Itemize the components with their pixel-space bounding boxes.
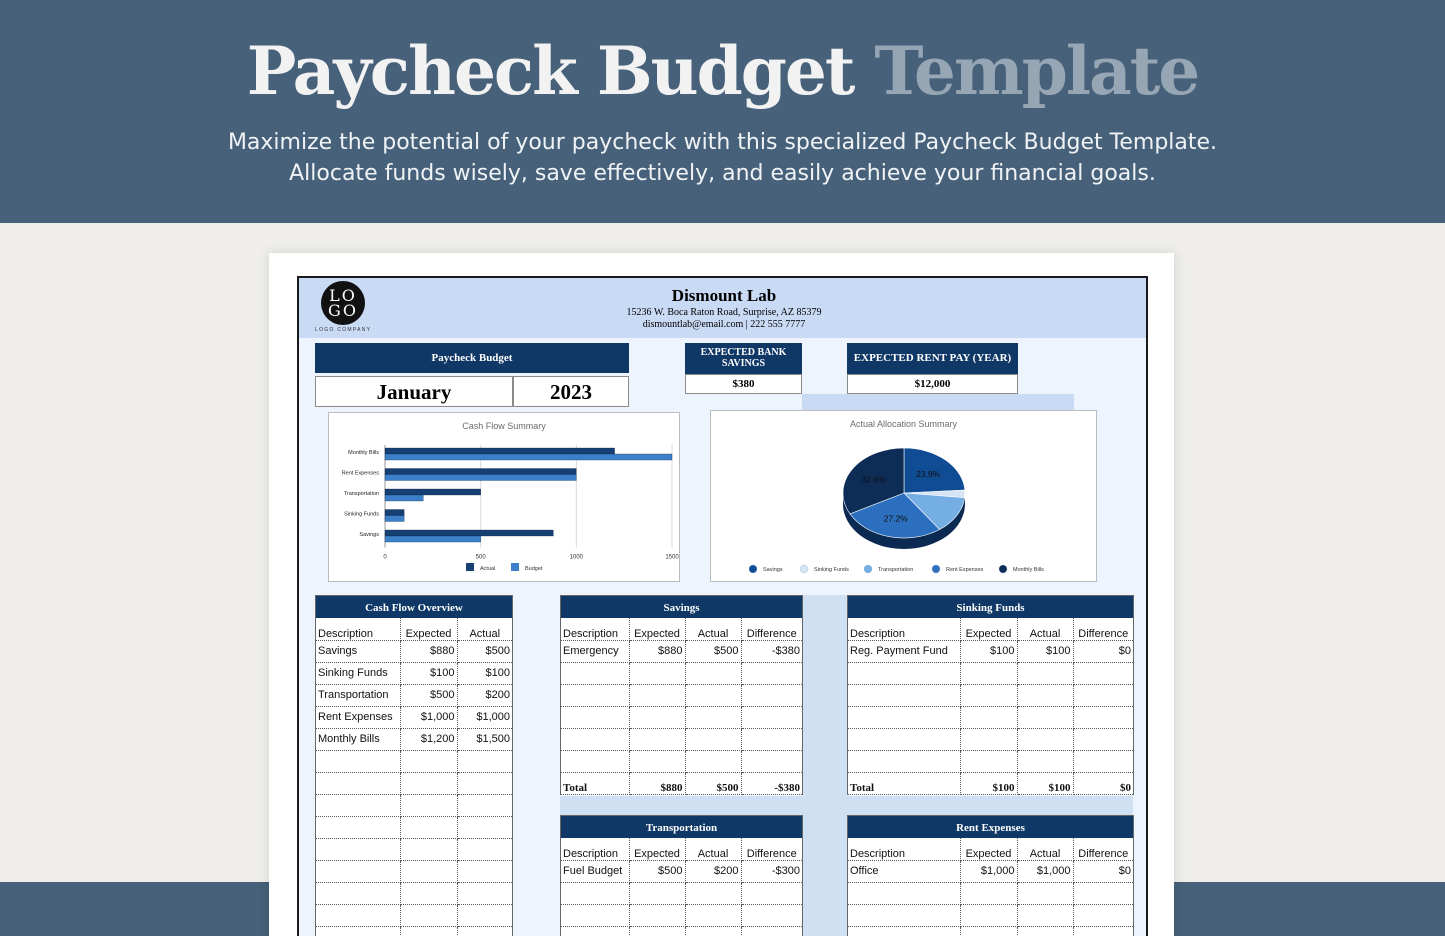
table-cell[interactable]: Sinking Funds xyxy=(316,662,400,684)
cash-flow-overview-table xyxy=(315,595,513,936)
legend-marker xyxy=(749,565,757,573)
table-row xyxy=(316,662,512,684)
sinking-funds-grid xyxy=(848,618,1133,795)
column-header[interactable]: Description xyxy=(848,618,960,640)
bar xyxy=(385,475,576,481)
rent-expenses-grid xyxy=(848,838,1133,936)
allocation-chart xyxy=(710,410,1097,582)
hero-title-light: Template xyxy=(874,32,1199,110)
table-cell[interactable]: Monthly Bills xyxy=(316,728,400,750)
table-cell[interactable] xyxy=(457,926,512,936)
column-header[interactable]: Description xyxy=(561,838,629,860)
company-address: 15236 W. Boca Raton Road, Surprise, AZ 85379 xyxy=(626,307,822,318)
table-cell[interactable]: Fuel Budget xyxy=(561,860,629,882)
table-cell[interactable] xyxy=(457,882,512,904)
table-cell[interactable]: Office xyxy=(848,860,960,882)
table-cell[interactable]: $500 xyxy=(685,640,741,662)
legend-marker xyxy=(932,565,940,573)
table-cell[interactable]: $1,000 xyxy=(400,706,457,728)
column-header[interactable]: Difference xyxy=(741,838,802,860)
table-cell[interactable] xyxy=(400,838,457,860)
table-cell[interactable] xyxy=(848,904,960,926)
chart-title: Actual Allocation Summary xyxy=(849,419,958,429)
table-cell[interactable]: $880 xyxy=(400,640,457,662)
table-cell[interactable]: $0 xyxy=(1073,640,1133,662)
table-header-row xyxy=(561,618,802,640)
total-cell[interactable]: Total xyxy=(848,772,960,794)
legend-label: Transportation xyxy=(878,567,914,573)
table-cell[interactable] xyxy=(1017,750,1073,772)
legend-label: Budget xyxy=(525,566,543,572)
table-cell[interactable] xyxy=(561,728,629,750)
transportation-table xyxy=(560,815,803,936)
table-cell[interactable]: $0 xyxy=(1073,860,1133,882)
table-row xyxy=(848,750,1133,772)
company-name: Dismount Lab xyxy=(671,286,777,305)
table-cell[interactable] xyxy=(685,662,741,684)
table-cell[interactable] xyxy=(1017,662,1073,684)
cash-flow-overview-title: Cash Flow Overview xyxy=(316,596,512,618)
bar xyxy=(385,469,576,475)
table-cell[interactable] xyxy=(741,882,802,904)
legend-label: Rent Expenses xyxy=(946,567,984,573)
table-cell[interactable] xyxy=(400,816,457,838)
table-row xyxy=(848,640,1133,662)
y-tick-label: Transportation xyxy=(343,491,379,497)
hero-title xyxy=(0,32,1445,110)
table-cell[interactable] xyxy=(1017,684,1073,706)
table-cell[interactable] xyxy=(960,706,1017,728)
x-tick-label: 500 xyxy=(475,554,486,561)
table-cell[interactable] xyxy=(629,684,685,706)
table-cell[interactable] xyxy=(316,904,400,926)
total-cell[interactable]: $880 xyxy=(629,772,685,794)
accent-strip xyxy=(802,394,1074,410)
table-cell[interactable] xyxy=(629,904,685,926)
legend-marker xyxy=(800,565,808,573)
table-cell[interactable] xyxy=(561,904,629,926)
table-cell[interactable] xyxy=(960,926,1017,936)
total-cell[interactable]: $100 xyxy=(960,772,1017,794)
company-header xyxy=(299,278,1146,338)
x-tick-label: 0 xyxy=(383,554,387,561)
paycheck-budget-heading: Paycheck Budget xyxy=(315,343,629,373)
table-header-row xyxy=(848,618,1133,640)
column-header[interactable]: Difference xyxy=(1073,618,1133,640)
table-row xyxy=(316,860,512,882)
column-header[interactable]: Expected xyxy=(629,618,685,640)
rent-expenses-table xyxy=(847,815,1134,936)
table-cell[interactable]: Reg. Payment Fund xyxy=(848,640,960,662)
total-row xyxy=(561,772,802,794)
table-row xyxy=(848,684,1133,706)
table-row xyxy=(561,684,802,706)
sinking-funds-title: Sinking Funds xyxy=(848,596,1133,618)
table-cell[interactable]: -$380 xyxy=(741,640,802,662)
total-cell[interactable]: -$380 xyxy=(741,772,802,794)
total-cell[interactable]: Total xyxy=(561,772,629,794)
table-cell[interactable] xyxy=(561,662,629,684)
budget-sheet xyxy=(297,276,1148,936)
table-cell[interactable] xyxy=(960,728,1017,750)
table-cell[interactable] xyxy=(685,926,741,936)
data-label: 32.6% xyxy=(861,474,886,485)
column-separator xyxy=(803,595,847,936)
table-cell[interactable] xyxy=(400,904,457,926)
table-cell[interactable] xyxy=(316,926,400,936)
table-row xyxy=(561,860,802,882)
table-cell[interactable] xyxy=(1017,926,1073,936)
table-cell[interactable] xyxy=(629,750,685,772)
table-cell[interactable]: $100 xyxy=(1017,640,1073,662)
table-cell[interactable]: $1,000 xyxy=(1017,860,1073,882)
table-cell[interactable]: $500 xyxy=(400,684,457,706)
table-cell[interactable]: $100 xyxy=(400,662,457,684)
table-cell[interactable] xyxy=(400,750,457,772)
table-row xyxy=(848,728,1133,750)
legend-label: Sinking Funds xyxy=(814,567,849,573)
x-tick-label: 1000 xyxy=(569,554,584,561)
bar xyxy=(385,530,553,536)
table-row xyxy=(848,706,1133,728)
month-cell[interactable]: January xyxy=(315,376,513,407)
table-cell[interactable] xyxy=(316,838,400,860)
table-cell[interactable] xyxy=(400,794,457,816)
table-row xyxy=(316,772,512,794)
savings-grid xyxy=(561,618,802,795)
total-cell[interactable]: $100 xyxy=(1017,772,1073,794)
table-row xyxy=(316,904,512,926)
table-cell[interactable]: $100 xyxy=(457,662,512,684)
table-cell[interactable] xyxy=(848,882,960,904)
table-row xyxy=(561,904,802,926)
sinking-funds-table xyxy=(847,595,1134,795)
table-cell[interactable] xyxy=(741,706,802,728)
legend-swatch xyxy=(466,563,474,571)
column-header[interactable]: Expected xyxy=(960,838,1017,860)
table-cell[interactable] xyxy=(629,706,685,728)
table-row xyxy=(316,706,512,728)
table-cell[interactable] xyxy=(400,860,457,882)
expected-bank-savings-value: $380 xyxy=(685,374,802,394)
data-label: 27.2% xyxy=(883,513,908,524)
rent-expenses-title: Rent Expenses xyxy=(848,816,1133,838)
cash-flow-chart-svg xyxy=(329,413,679,581)
table-row xyxy=(561,926,802,936)
table-row xyxy=(848,860,1133,882)
table-cell[interactable]: $500 xyxy=(457,640,512,662)
table-cell[interactable] xyxy=(741,662,802,684)
table-cell[interactable] xyxy=(685,684,741,706)
table-row xyxy=(316,640,512,662)
legend-swatch xyxy=(511,563,519,571)
hero-subtitle-2: Allocate funds wisely, save effectively, and easily achieve your financial goals. xyxy=(289,161,1156,186)
table-cell[interactable] xyxy=(457,816,512,838)
column-header[interactable]: Expected xyxy=(629,838,685,860)
table-cell[interactable] xyxy=(685,904,741,926)
savings-table xyxy=(560,595,803,795)
column-header[interactable]: Description xyxy=(561,618,629,640)
table-cell[interactable] xyxy=(1017,882,1073,904)
table-cell[interactable] xyxy=(629,728,685,750)
table-row xyxy=(848,882,1133,904)
logo-caption: LOGO COMPANY xyxy=(315,327,372,333)
table-cell[interactable] xyxy=(960,882,1017,904)
table-cell[interactable]: $100 xyxy=(960,640,1017,662)
column-header[interactable]: Actual xyxy=(685,618,741,640)
column-header[interactable]: Expected xyxy=(960,618,1017,640)
x-tick-label: 1500 xyxy=(665,554,679,561)
table-cell[interactable] xyxy=(685,882,741,904)
table-cell[interactable] xyxy=(960,684,1017,706)
table-cell[interactable] xyxy=(1073,926,1133,936)
column-header[interactable]: Actual xyxy=(685,838,741,860)
table-row xyxy=(316,750,512,772)
table-row xyxy=(316,816,512,838)
table-cell[interactable] xyxy=(741,728,802,750)
column-header[interactable]: Actual xyxy=(1017,618,1073,640)
savings-title: Savings xyxy=(561,596,802,618)
legend-label: Savings xyxy=(763,567,783,573)
table-cell[interactable] xyxy=(741,684,802,706)
table-cell[interactable]: $1,000 xyxy=(960,860,1017,882)
bar xyxy=(385,510,404,516)
table-cell[interactable] xyxy=(629,662,685,684)
bar xyxy=(385,454,672,460)
bar xyxy=(385,448,615,454)
table-cell[interactable] xyxy=(457,904,512,926)
allocation-chart-svg xyxy=(711,411,1096,581)
table-cell[interactable] xyxy=(685,750,741,772)
table-row xyxy=(316,926,512,936)
transportation-title: Transportation xyxy=(561,816,802,838)
table-cell[interactable] xyxy=(848,728,960,750)
table-cell[interactable] xyxy=(561,684,629,706)
table-row xyxy=(316,794,512,816)
table-cell[interactable] xyxy=(561,926,629,936)
column-header[interactable]: Difference xyxy=(741,618,802,640)
hero-title-main: Paycheck Budget xyxy=(246,32,854,110)
table-cell[interactable] xyxy=(1017,728,1073,750)
table-cell[interactable] xyxy=(1073,728,1133,750)
total-cell[interactable]: $500 xyxy=(685,772,741,794)
bar xyxy=(385,489,481,495)
table-cell[interactable] xyxy=(848,684,960,706)
table-row xyxy=(316,728,512,750)
table-row xyxy=(848,904,1133,926)
table-cell[interactable] xyxy=(1073,684,1133,706)
year-cell[interactable]: 2023 xyxy=(513,376,629,407)
table-cell[interactable] xyxy=(400,772,457,794)
legend-marker xyxy=(999,565,1007,573)
table-cell[interactable] xyxy=(1073,706,1133,728)
table-cell[interactable] xyxy=(1073,750,1133,772)
table-cell[interactable] xyxy=(561,882,629,904)
table-row xyxy=(848,662,1133,684)
legend-label: Actual xyxy=(480,566,496,572)
table-cell[interactable]: $200 xyxy=(685,860,741,882)
y-tick-label: Rent Expenses xyxy=(341,470,379,477)
table-row xyxy=(561,662,802,684)
transportation-grid xyxy=(561,838,802,936)
y-tick-label: Monthly Bills xyxy=(348,450,379,456)
table-cell[interactable] xyxy=(457,750,512,772)
table-cell[interactable] xyxy=(1017,706,1073,728)
column-header[interactable]: Actual xyxy=(1017,838,1073,860)
expected-rent-pay-value: $12,000 xyxy=(847,374,1018,394)
table-cell[interactable] xyxy=(960,904,1017,926)
table-cell[interactable] xyxy=(457,794,512,816)
table-cell[interactable] xyxy=(316,750,400,772)
table-cell[interactable] xyxy=(848,662,960,684)
table-cell[interactable]: $200 xyxy=(457,684,512,706)
logo-icon: LO GO xyxy=(321,281,365,325)
table-cell[interactable]: Rent Expenses xyxy=(316,706,400,728)
column-header[interactable]: Description xyxy=(316,618,400,640)
row-separator xyxy=(560,796,1133,816)
legend-marker xyxy=(864,565,872,573)
table-header-row xyxy=(561,838,802,860)
table-cell[interactable] xyxy=(629,926,685,936)
total-row xyxy=(848,772,1133,794)
bar xyxy=(385,536,481,542)
table-cell[interactable] xyxy=(561,750,629,772)
table-row xyxy=(561,640,802,662)
table-cell[interactable] xyxy=(316,860,400,882)
table-cell[interactable] xyxy=(316,794,400,816)
hero-banner xyxy=(0,0,1445,223)
table-cell[interactable]: -$300 xyxy=(741,860,802,882)
table-cell[interactable] xyxy=(741,904,802,926)
table-cell[interactable] xyxy=(316,816,400,838)
cash-flow-chart xyxy=(328,412,680,582)
table-header-row xyxy=(316,618,512,640)
table-cell[interactable] xyxy=(685,728,741,750)
table-cell[interactable]: $880 xyxy=(629,640,685,662)
y-tick-label: Sinking Funds xyxy=(344,511,379,518)
table-cell[interactable]: $1,500 xyxy=(457,728,512,750)
table-cell[interactable] xyxy=(629,882,685,904)
table-cell[interactable]: $500 xyxy=(629,860,685,882)
column-header[interactable]: Actual xyxy=(457,618,512,640)
table-cell[interactable] xyxy=(741,926,802,936)
table-cell[interactable]: Savings xyxy=(316,640,400,662)
table-cell[interactable]: $1,000 xyxy=(457,706,512,728)
table-row xyxy=(848,926,1133,936)
table-cell[interactable] xyxy=(960,750,1017,772)
column-header[interactable]: Description xyxy=(848,838,960,860)
column-header[interactable]: Difference xyxy=(1073,838,1133,860)
table-cell[interactable] xyxy=(400,882,457,904)
table-row xyxy=(561,706,802,728)
table-cell[interactable] xyxy=(685,706,741,728)
table-cell[interactable] xyxy=(316,772,400,794)
bar xyxy=(385,516,404,522)
table-row xyxy=(316,684,512,706)
legend-label: Monthly Bills xyxy=(1013,567,1044,573)
table-cell[interactable] xyxy=(400,926,457,936)
table-row xyxy=(561,882,802,904)
column-header[interactable]: Expected xyxy=(400,618,457,640)
expected-bank-savings-label: EXPECTED BANK SAVINGS xyxy=(685,343,802,374)
table-cell[interactable] xyxy=(316,882,400,904)
bar xyxy=(385,495,423,501)
data-label: 23.9% xyxy=(916,468,941,479)
table-cell[interactable] xyxy=(1073,904,1133,926)
table-cell[interactable] xyxy=(1073,882,1133,904)
table-cell[interactable] xyxy=(741,750,802,772)
table-cell[interactable]: $1,200 xyxy=(400,728,457,750)
table-cell[interactable]: Emergency xyxy=(561,640,629,662)
chart-title: Cash Flow Summary xyxy=(462,421,546,431)
cash-flow-grid xyxy=(316,618,512,936)
table-row xyxy=(561,750,802,772)
table-row xyxy=(316,838,512,860)
table-cell[interactable] xyxy=(457,860,512,882)
table-cell[interactable] xyxy=(1073,662,1133,684)
table-cell[interactable] xyxy=(848,750,960,772)
expected-rent-pay-label: EXPECTED RENT PAY (YEAR) xyxy=(847,343,1018,374)
table-row xyxy=(316,882,512,904)
table-cell[interactable] xyxy=(848,926,960,936)
table-cell[interactable] xyxy=(848,706,960,728)
table-cell[interactable] xyxy=(561,706,629,728)
table-cell[interactable] xyxy=(1017,904,1073,926)
company-contact: dismountlab@email.com | 222 555 7777 xyxy=(642,319,806,330)
total-cell[interactable]: $0 xyxy=(1073,772,1133,794)
table-cell[interactable] xyxy=(457,838,512,860)
table-cell[interactable] xyxy=(960,662,1017,684)
hero-subtitle-1: Maximize the potential of your paycheck with this specialized Paycheck Budget Template. xyxy=(227,130,1218,155)
table-cell[interactable]: Transportation xyxy=(316,684,400,706)
table-cell[interactable] xyxy=(457,772,512,794)
table-header-row xyxy=(848,838,1133,860)
y-tick-label: Savings xyxy=(359,532,379,538)
table-row xyxy=(561,728,802,750)
